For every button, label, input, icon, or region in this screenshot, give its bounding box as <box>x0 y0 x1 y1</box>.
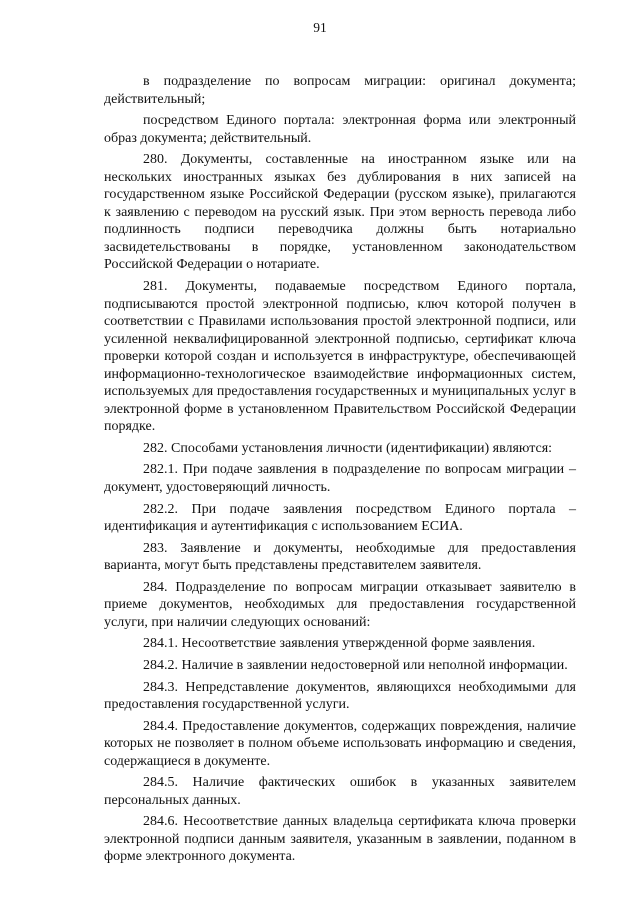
paragraph-282: 282. Способами установления личности (идентификации) являются: <box>143 440 553 456</box>
paragraph-284-1: 284.1. Несоответствие заявления утвержденной форме заявления. <box>143 636 536 652</box>
page-number: 91 <box>313 20 327 35</box>
paragraph-284-3: 284.3. Непредставление документов, являющихся необходимыми для предоставления государственной услуги. <box>104 679 576 713</box>
paragraph-284-6: 284.6. Несоответствие данных владельца сертификата ключа проверки электронной подписи данным заявителя, указанным в заявлении, поданном в форме электронного документа. <box>104 814 576 865</box>
document-body <box>104 73 576 870</box>
paragraph-282-1: 282.1. При подаче заявления в подразделение по вопросам миграции – документ, удостоверяющий личность. <box>104 462 576 496</box>
paragraph-submission-in-person: в подразделение по вопросам миграции: оригинал документа; действительный; <box>104 74 576 107</box>
paragraph-280: 280. Документы, составленные на иностранном языке или на нескольких иностранных языках без дублирования в них записей на государственном языке Российской Федерации (русском языке), прилагаются к заявлению с переводом на русский язык. При этом верность перевода либо подлинность подписи переводчика должны быть нотариально засвидетельствованы в порядке, установленном законодательством Российской Федерации о нотариате. <box>104 152 576 273</box>
paragraph-284-4: 284.4. Предоставление документов, содержащих повреждения, наличие которых не позволяет в полном объеме использовать информацию и сведения, содержащиеся в документе. <box>104 718 576 769</box>
paragraph-284: 284. Подразделение по вопросам миграции отказывает заявителю в приеме документов, необходимых для предоставления государственной услуги, при наличии следующих оснований: <box>104 579 576 630</box>
paragraph-submission-portal: посредством Единого портала: электронная форма или электронный образ документа; действительный. <box>104 113 576 146</box>
paragraph-284-2: 284.2. Наличие в заявлении недостоверной или неполной информации. <box>143 657 568 673</box>
paragraph-282-2: 282.2. При подаче заявления посредством Единого портала – идентификация и аутентификация с использованием ЕСИА. <box>104 501 576 535</box>
paragraph-281: 281. Документы, подаваемые посредством Единого портала, подписываются простой электронной подписью, ключ которой получен в соответствии с Правилами использования простой электронной подписи, или усиленной неквалифицированной электронной подписью, сертификат ключа проверки которой создан и используется в инфраструктуре, обеспечивающей информационно-технологическое взаимодействие информационных систем, используемых для предоставления государственных и муниципальных услуг в электронной форме в установленном Правительством Российской Федерации порядке. <box>104 279 576 435</box>
paragraph-283: 283. Заявление и документы, необходимые для предоставления варианта, могут быть представлены представителем заявителя. <box>104 540 576 574</box>
paragraph-284-5: 284.5. Наличие фактических ошибок в указанных заявителем персональных данных. <box>104 775 576 808</box>
